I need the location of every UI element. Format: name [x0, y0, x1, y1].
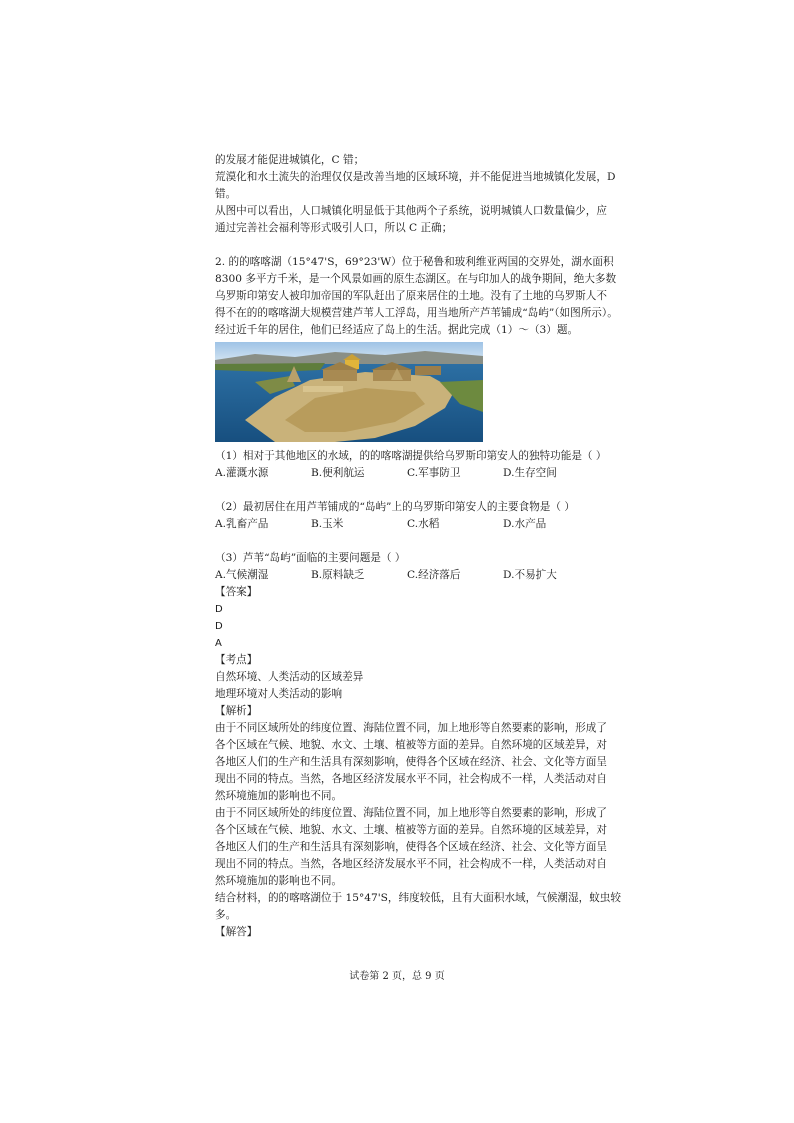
option-d: D.水产品: [503, 518, 547, 530]
jiexi-line: 然环境施加的影响也不同。: [215, 790, 343, 802]
question-stem: （3）芦苇“岛屿”面临的主要问题是（ ）: [215, 552, 406, 564]
spacer: [215, 237, 655, 254]
jieda-heading: 【解答】: [215, 926, 258, 938]
text-line: 荒漠化和水土流失的治理仅仅是改善当地的区域环境，并不能促进当地城镇化发展，D: [215, 171, 616, 183]
jiexi-line: 结合材料，的的喀喀湖位于 15°47'S，纬度较低，且有大面积水域，气候潮湿，蚊虫较: [215, 892, 621, 904]
option-b: B.玉米: [311, 518, 344, 530]
question-intro-line: 经过近千年的居住，他们已经适应了岛上的生活。据此完成（1）～（3）题。: [215, 324, 579, 336]
question-intro-line: 乌罗斯印第安人被印加帝国的军队赶出了原来居住的土地。没有了土地的乌罗斯人不: [215, 290, 607, 302]
jiexi-line: 由于不同区域所处的纬度位置、海陆位置不同，加上地形等自然要素的影响，形成了: [215, 807, 607, 819]
text-line: 从图中可以看出，人口城镇化明显低于其他两个子系统，说明城镇人口数量偏少，应: [215, 205, 607, 217]
option-a: A.气候潮湿: [215, 569, 269, 581]
option-row: [215, 516, 655, 533]
jiexi-line: 现出不同的特点。当然，各地区经济发展水平不同，社会构成不一样，人类活动对自: [215, 858, 607, 870]
page-footer: 试卷第 2 页，总 9 页: [349, 971, 445, 982]
jiexi-line: 各地区人们的生产和生活具有深刻影响，使得各个区域在经济、社会、文化等方面呈: [215, 841, 607, 853]
lake-island-photo: [215, 342, 483, 442]
option-a: A.灌溉水源: [215, 467, 269, 479]
spacer: [215, 482, 655, 499]
answer-heading: 【答案】: [215, 586, 258, 598]
question-intro-line: 2. 的的喀喀湖（15°47'S，69°23'W）位于秘鲁和玻利维亚两国的交界处，湖水面积: [215, 256, 614, 268]
jiexi-line: 然环境施加的影响也不同。: [215, 875, 343, 887]
option-b: B.便利航运: [311, 467, 365, 479]
jiexi-line: 由于不同区域所处的纬度位置、海陆位置不同，加上地形等自然要素的影响，形成了: [215, 722, 607, 734]
option-d: D.不易扩大: [503, 569, 557, 581]
jiexi-line: 多。: [215, 909, 237, 921]
jiexi-line: 现出不同的特点。当然，各地区经济发展水平不同，社会构成不一样，人类活动对自: [215, 773, 607, 785]
kaodian-heading: 【考点】: [215, 654, 258, 666]
option-c: C.军事防卫: [407, 467, 461, 479]
question-intro-line: 得不在的的喀喀湖大规模营建芦苇人工浮岛，用当地所产芦苇铺成“岛屿”（如图所示）。: [215, 307, 618, 319]
text-line: 通过完善社会福利等形式吸引人口，所以 C 正确；: [215, 222, 453, 234]
option-row: [215, 465, 655, 482]
question-stem: （1）相对于其他地区的水域，的的喀喀湖提供给乌罗斯印第安人的独特功能是（ ）: [215, 450, 607, 462]
answer-item: A: [215, 638, 222, 649]
document-page: [215, 152, 655, 941]
option-c: C.经济落后: [407, 569, 461, 581]
option-d: D.生存空间: [503, 467, 557, 479]
option-a: A.乳畜产品: [215, 518, 269, 530]
option-b: B.原料缺乏: [311, 569, 365, 581]
jiexi-line: 各个区域在气候、地貌、水文、土壤、植被等方面的差异。自然环境的区域差异，对: [215, 739, 607, 751]
jiexi-heading: 【解析】: [215, 705, 258, 717]
kaodian-item: 地理环境对人类活动的影响: [215, 688, 343, 700]
text-line: 的发展才能促进城镇化，C 错；: [215, 154, 365, 166]
option-row: [215, 567, 655, 584]
jiexi-line: 各地区人们的生产和生活具有深刻影响，使得各个区域在经济、社会、文化等方面呈: [215, 756, 607, 768]
spacer: [215, 533, 655, 550]
kaodian-item: 自然环境、人类活动的区域差异: [215, 671, 364, 683]
answer-item: D: [215, 604, 223, 615]
text-line: 错。: [215, 188, 237, 200]
question-intro-line: 8300 多平方千米，是一个风景如画的原生态湖区。在与印加人的战争期间，绝大多数: [215, 273, 617, 285]
option-c: C.水稻: [407, 518, 440, 530]
question-stem: （2）最初居住在用芦苇铺成的“岛屿”上的乌罗斯印第安人的主要食物是（ ）: [215, 501, 575, 513]
answer-item: D: [215, 621, 223, 632]
jiexi-line: 各个区域在气候、地貌、水文、土壤、植被等方面的差异。自然环境的区域差异，对: [215, 824, 607, 836]
